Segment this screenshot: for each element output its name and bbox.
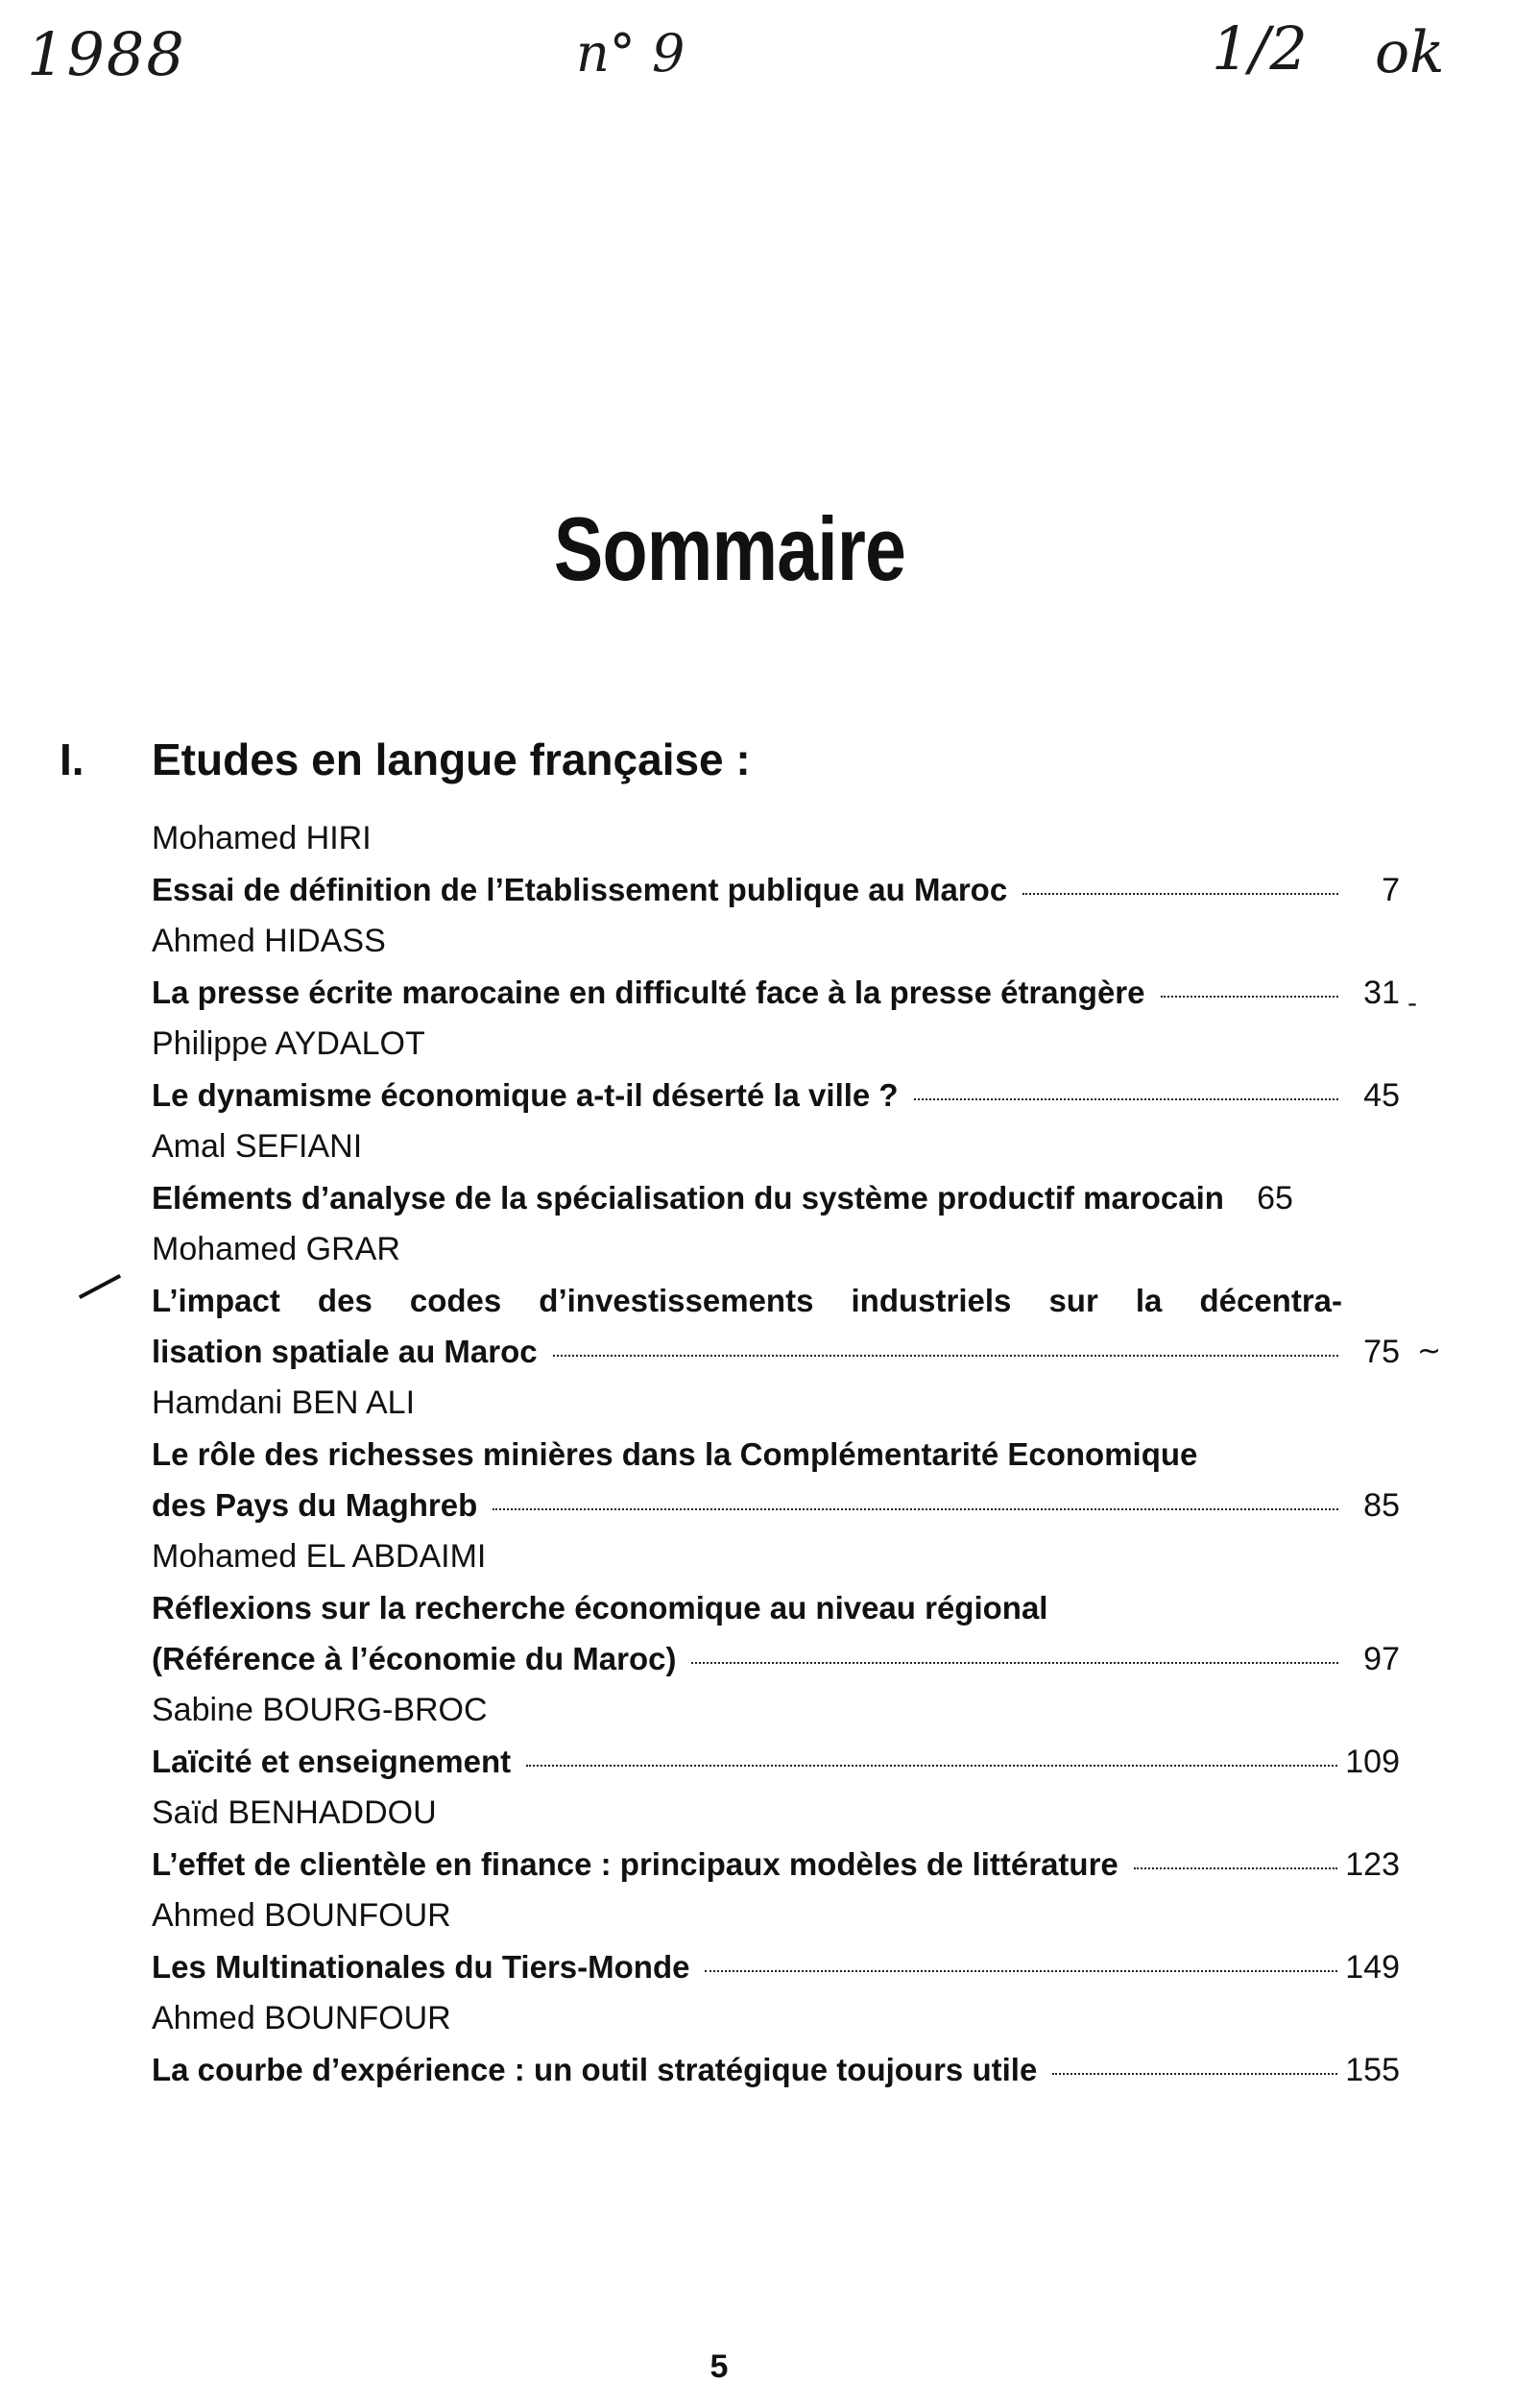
dot-leader xyxy=(691,1661,1338,1664)
toc-article-title-continued: (Référence à l’économie du Maroc) xyxy=(152,1641,677,1676)
page-title: Sommaire xyxy=(553,498,906,599)
toc-article-title: Essai de définition de l’Etablissement publique au Maroc xyxy=(152,872,1008,907)
toc-page-number: 155 xyxy=(1345,2052,1400,2088)
toc-title-line xyxy=(152,1326,1400,1377)
toc-author: Ahmed BOUNFOUR xyxy=(152,2000,451,2036)
toc-title-line xyxy=(152,2044,1400,2095)
toc-page-number: 45 xyxy=(1363,1077,1400,1114)
toc-author: Mohamed EL ABDAIMI xyxy=(152,1538,487,1575)
toc-page-number: 65 xyxy=(1257,1180,1293,1216)
toc-article-title: Eléments d’analyse de la spécialisation du système productif marocain xyxy=(152,1180,1224,1216)
toc-article-title-continued: lisation spatiale au Maroc xyxy=(152,1334,538,1369)
dot-leader xyxy=(1161,995,1339,998)
toc-article-title: L’effet de clientèle en finance : principaux modèles de littérature xyxy=(152,1846,1118,1882)
toc-title-line xyxy=(152,1839,1400,1890)
toc-author: Ahmed BOUNFOUR xyxy=(152,1897,451,1934)
toc-page-number: 109 xyxy=(1345,1744,1400,1780)
toc-page-number: 31 xyxy=(1363,975,1400,1011)
toc-author: Amal SEFIANI xyxy=(152,1128,363,1165)
margin-dash-mark: - xyxy=(1407,987,1418,1019)
toc-author: Hamdani BEN ALI xyxy=(152,1385,416,1421)
toc-article-title: Les Multinationales du Tiers-Monde xyxy=(152,1949,690,1985)
toc-title-line xyxy=(152,864,1400,915)
toc-article-title-continued: des Pays du Maghreb xyxy=(152,1487,478,1523)
handwritten-issue-note: n° 9 xyxy=(576,23,685,84)
handwritten-year-note: 1988 xyxy=(27,19,186,89)
toc-article-title: La courbe d’expérience : un outil stratégique toujours utile xyxy=(152,2052,1038,2087)
margin-check-mark: ~ xyxy=(1417,1335,1442,1368)
section-number: I. xyxy=(60,734,84,784)
toc-article-title: Le rôle des richesses minières dans la Complémentarité Economique xyxy=(152,1436,1198,1472)
toc-article-title: La presse écrite marocaine en difficulté face à la presse étrangère xyxy=(152,975,1145,1010)
toc-title-line xyxy=(152,1480,1400,1530)
toc-page-number: 85 xyxy=(1363,1487,1400,1524)
dot-leader xyxy=(705,1969,1337,1972)
toc-title-line xyxy=(152,1633,1400,1684)
toc-page-number: 75 xyxy=(1363,1334,1400,1370)
toc-title-line xyxy=(152,1172,1400,1223)
toc-title-line xyxy=(152,1275,1400,1326)
dot-leader xyxy=(493,1507,1338,1510)
toc-article-title: Réflexions sur la recherche économique au niveau régional xyxy=(152,1590,1048,1625)
toc-page-number: 97 xyxy=(1363,1641,1400,1677)
toc-title-line xyxy=(152,967,1400,1018)
dot-leader xyxy=(526,1764,1337,1767)
dot-leader xyxy=(1022,892,1338,895)
toc-title-line xyxy=(152,1736,1400,1787)
section-header xyxy=(60,734,751,785)
dot-leader xyxy=(1052,2072,1337,2075)
toc-page-number: 123 xyxy=(1345,1846,1400,1883)
table-of-contents xyxy=(152,812,1400,2095)
toc-author: Sabine BOURG-BROC xyxy=(152,1692,488,1728)
toc-title-line xyxy=(152,1941,1400,1992)
toc-author: Mohamed HIRI xyxy=(152,820,372,856)
toc-page-number: 149 xyxy=(1345,1949,1400,1986)
toc-author: Philippe AYDALOT xyxy=(152,1025,425,1062)
toc-title-line xyxy=(152,1429,1400,1480)
dot-leader xyxy=(914,1097,1338,1100)
toc-title-line xyxy=(152,1070,1400,1120)
dot-leader xyxy=(553,1354,1338,1357)
toc-title-line xyxy=(152,1582,1400,1633)
toc-author: Saïd BENHADDOU xyxy=(152,1794,437,1831)
toc-author: Mohamed GRAR xyxy=(152,1231,400,1267)
toc-article-title: Le dynamisme économique a-t-il déserté la ville ? xyxy=(152,1077,899,1113)
handwritten-ok-note: ok xyxy=(1375,19,1445,86)
section-heading: Etudes en langue française : xyxy=(152,734,751,784)
toc-article-title: Laïcité et enseignement xyxy=(152,1744,512,1779)
page-number: 5 xyxy=(709,2348,729,2385)
toc-author: Ahmed HIDASS xyxy=(152,923,386,959)
handwritten-fraction-note: 1/2 xyxy=(1212,13,1308,84)
dot-leader xyxy=(1134,1866,1337,1869)
toc-article-title: L’impact des codes d’investissements industriels sur la décentra- xyxy=(152,1283,1342,1318)
margin-pen-stroke xyxy=(79,1274,121,1299)
toc-page-number: 7 xyxy=(1382,872,1400,908)
